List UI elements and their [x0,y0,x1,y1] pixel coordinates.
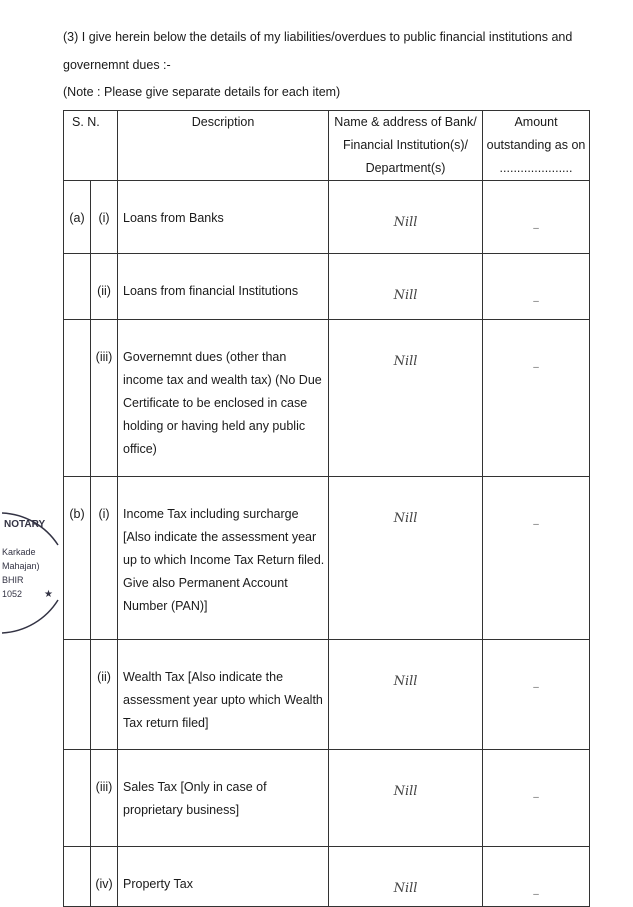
star-icon: ★ [44,589,53,600]
note: (Note : Please give separate details for each item) [63,85,341,99]
row-sub: (ii) [91,640,118,750]
stamp-line: Karkade [2,547,36,557]
stamp-line: 1052 [2,589,23,599]
row-sub: (iii) [91,750,118,847]
intro-line-1: (3) I give herein below the details of my liabilities/overdues to public financial institutions and [63,30,573,44]
liabilities-table [63,110,590,907]
intro-line-2: governemnt dues :- [63,58,171,72]
row-group [64,254,91,320]
header-sn: S. N. [64,111,118,181]
notary-stamp [0,505,62,640]
row-name-handwritten: Nill [393,354,418,369]
row-group: (a) [64,181,91,254]
row-group [64,320,91,477]
row-name-handwritten: Nill [393,881,418,896]
row-description: Governemnt dues (other than income tax and wealth tax) (No Due Certificate to be enclosed in case holding or having held any public office) [118,320,329,477]
row-name-handwritten: Nill [393,674,418,689]
row-description: Loans from financial Institutions [118,254,329,320]
table-row [64,181,590,254]
row-sub: (i) [91,477,118,640]
row-amount: – [533,519,539,530]
table-header [64,111,590,181]
row-sub: (iii) [91,320,118,477]
row-name-handwritten: Nill [393,784,418,799]
row-name-handwritten: Nill [393,215,418,230]
row-name-handwritten: Nill [393,511,418,526]
row-sub: (i) [91,181,118,254]
row-amount: – [533,296,539,307]
row-group: (b) [64,477,91,640]
table-row [64,320,590,477]
table-row [64,477,590,640]
row-description: Property Tax [118,847,329,907]
row-amount: – [533,889,539,900]
row-description: Wealth Tax [Also indicate the assessment year upto which Wealth Tax return filed] [118,640,329,750]
stamp-line: Mahajan) [2,561,40,571]
row-amount: – [533,682,539,693]
stamp-text: NOTARY [4,519,46,530]
row-sub: (iv) [91,847,118,907]
header-amount-label: Amount outstanding as on [486,115,586,152]
table-row [64,254,590,320]
table-row [64,640,590,750]
row-name-handwritten: Nill [393,288,418,303]
header-description: Description [118,111,329,181]
row-sub: (ii) [91,254,118,320]
table-row [64,750,590,847]
row-group [64,750,91,847]
row-amount: – [533,362,539,373]
table-row [64,847,590,907]
row-group [64,847,91,907]
row-description: Income Tax including surcharge [Also indicate the assessment year up to which Income Tax Return filed. Give also Permanent Account Number (PAN)] [118,477,329,640]
header-amount-date: ..................... [499,161,573,175]
header-name: Name & address of Bank/ Financial Institution(s)/ Department(s) [329,111,483,181]
row-amount: – [533,792,539,803]
row-group [64,640,91,750]
row-description: Sales Tax [Only in case of proprietary business] [118,750,329,847]
stamp-line: BHIR [2,575,24,585]
row-amount: – [533,223,539,234]
header-amount [483,111,590,181]
row-description: Loans from Banks [118,181,329,254]
